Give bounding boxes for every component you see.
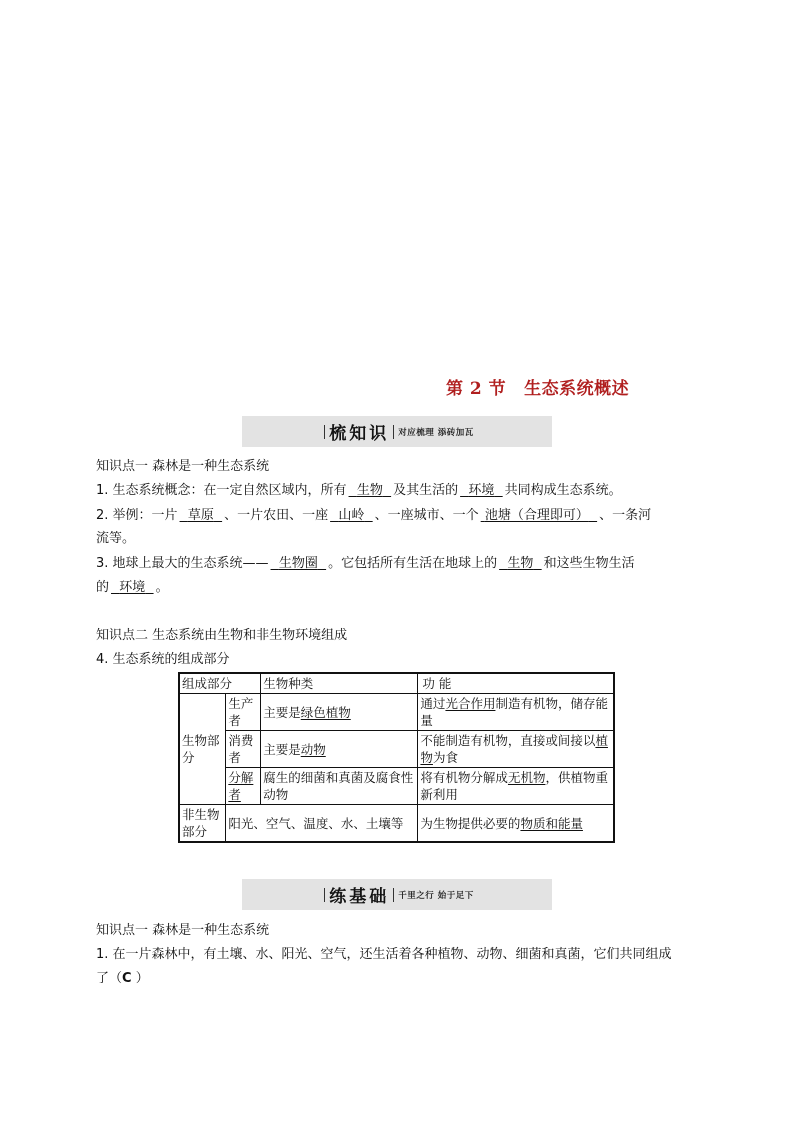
cell-text: 将有机物分解成 — [420, 770, 508, 785]
item-4: 4. 生态系统的组成部分 — [96, 652, 230, 667]
item-3 — [96, 555, 635, 573]
banner-sub-label: 对应梳理 添砖加瓦 — [398, 427, 474, 438]
banner-main-label: 梳知识 — [329, 424, 390, 444]
cell-text: 不能制造有机物，直接或间接以 — [420, 733, 596, 748]
item-text: 。它包括所有生活在地球上的 — [328, 556, 498, 571]
cell-text: 主要是 — [263, 704, 301, 720]
banner-main-label: 练基础 — [329, 887, 390, 907]
section-name: 生态系统概述 — [524, 379, 630, 399]
question-text: 了（ — [96, 971, 123, 986]
role-cell: 生产者 — [226, 694, 261, 731]
answer-text: 环境 — [468, 483, 495, 498]
item-3-continued — [96, 579, 169, 597]
ecosystem-components-table — [178, 672, 615, 843]
item-1 — [96, 482, 622, 500]
answer-blank — [347, 482, 394, 500]
table-row-consumer — [179, 731, 614, 768]
item-text: 的 — [96, 580, 110, 595]
kind-cell — [261, 694, 418, 731]
header-cell: 生物种类 — [261, 673, 418, 694]
answer-text: 光合作用 — [445, 696, 496, 711]
divider — [393, 425, 394, 439]
answer-blank — [269, 555, 329, 573]
answer-text: 无机物 — [507, 770, 546, 785]
item-text: 2. 举例：一片 — [96, 508, 178, 523]
answer-text: 物质和能量 — [520, 815, 583, 831]
answer-text: 生物 — [507, 556, 534, 571]
part1-heading: 知识点一 森林是一种生态系统 — [96, 459, 270, 474]
exercise-heading: 知识点一 森林是一种生态系统 — [96, 923, 270, 938]
section-number: 第 2 节 — [446, 379, 507, 399]
banner-knowledge — [242, 416, 552, 447]
question-text: ） — [131, 971, 149, 986]
cell-text: ，供植物重新利用 — [420, 770, 608, 802]
item-2-continued: 流等。 — [96, 531, 136, 546]
divider — [324, 888, 325, 902]
question-answer: C — [122, 971, 132, 986]
answer-text: 山岭 — [338, 508, 365, 523]
banner-sub-label: 千里之行 始于足下 — [398, 890, 474, 901]
function-cell — [418, 805, 614, 843]
bio-part-label: 生物部分 — [179, 694, 226, 805]
item-text: 、一条河 — [599, 508, 652, 523]
item-text: 、一座城市、一个 — [374, 508, 479, 523]
kind-cell — [261, 731, 418, 768]
answer-blank — [497, 555, 544, 573]
table-row-decomposer — [179, 768, 614, 805]
answer-blank — [109, 579, 156, 597]
cell-text: 为食 — [432, 750, 458, 765]
item-text: 共同构成生态系统。 — [504, 483, 622, 498]
answer-text: 植物 — [420, 733, 608, 765]
header-cell: 功 能 — [418, 673, 614, 694]
abiotic-label: 非生物部分 — [179, 805, 226, 843]
cell-text: 为生物提供必要的 — [420, 815, 521, 831]
answer-text: 生物圈 — [278, 556, 318, 571]
answer-text: 池塘（合理即可） — [484, 508, 589, 523]
cell-text: 制造有机物，储存能量 — [420, 696, 608, 728]
answer-text: 生物 — [356, 483, 383, 498]
item-text: 3. 地球上最大的生态系统—— — [96, 556, 269, 571]
role-cell: 分解者 — [226, 768, 261, 805]
item-2 — [96, 507, 651, 525]
question-1-continued — [96, 970, 149, 988]
table-row-producer — [179, 694, 614, 731]
item-text: 及其生活的 — [393, 483, 459, 498]
function-cell — [418, 694, 614, 731]
table-row-abiotic — [179, 805, 614, 843]
function-cell — [418, 731, 614, 768]
kind-cell: 阳光、空气、温度、水、土壤等 — [226, 805, 418, 843]
item-text: 1. 生态系统概念：在一定自然区域内，所有 — [96, 483, 347, 498]
answer-blank — [328, 507, 375, 525]
answer-text: 动物 — [300, 741, 326, 757]
role-cell: 消费者 — [226, 731, 261, 768]
header-cell: 组成部分 — [179, 673, 261, 694]
item-text: 、一片农田、一座 — [224, 508, 329, 523]
answer-blank — [458, 482, 505, 500]
answer-text: 环境 — [119, 580, 146, 595]
answer-blank — [178, 507, 225, 525]
cell-text: 通过 — [420, 696, 446, 711]
item-text: 和这些生物生活 — [543, 556, 635, 571]
cell-text: 主要是 — [263, 741, 301, 757]
kind-cell: 腐生的细菌和真菌及腐食性动物 — [261, 768, 418, 805]
question-1: 1. 在一片森林中，有土壤、水、阳光、空气，还生活着各种植物、动物、细菌和真菌，它们共同组成 — [96, 947, 672, 962]
banner-practice — [242, 879, 552, 910]
part2-heading: 知识点二 生态系统由生物和非生物环境组成 — [96, 628, 348, 643]
answer-blank — [479, 507, 599, 525]
divider — [324, 425, 325, 439]
table-header-row — [179, 673, 614, 694]
section-title — [446, 374, 629, 399]
answer-text: 绿色植物 — [300, 704, 351, 720]
divider — [393, 888, 394, 902]
answer-text: 草原 — [187, 508, 214, 523]
item-text: 。 — [155, 580, 169, 595]
function-cell — [418, 768, 614, 805]
